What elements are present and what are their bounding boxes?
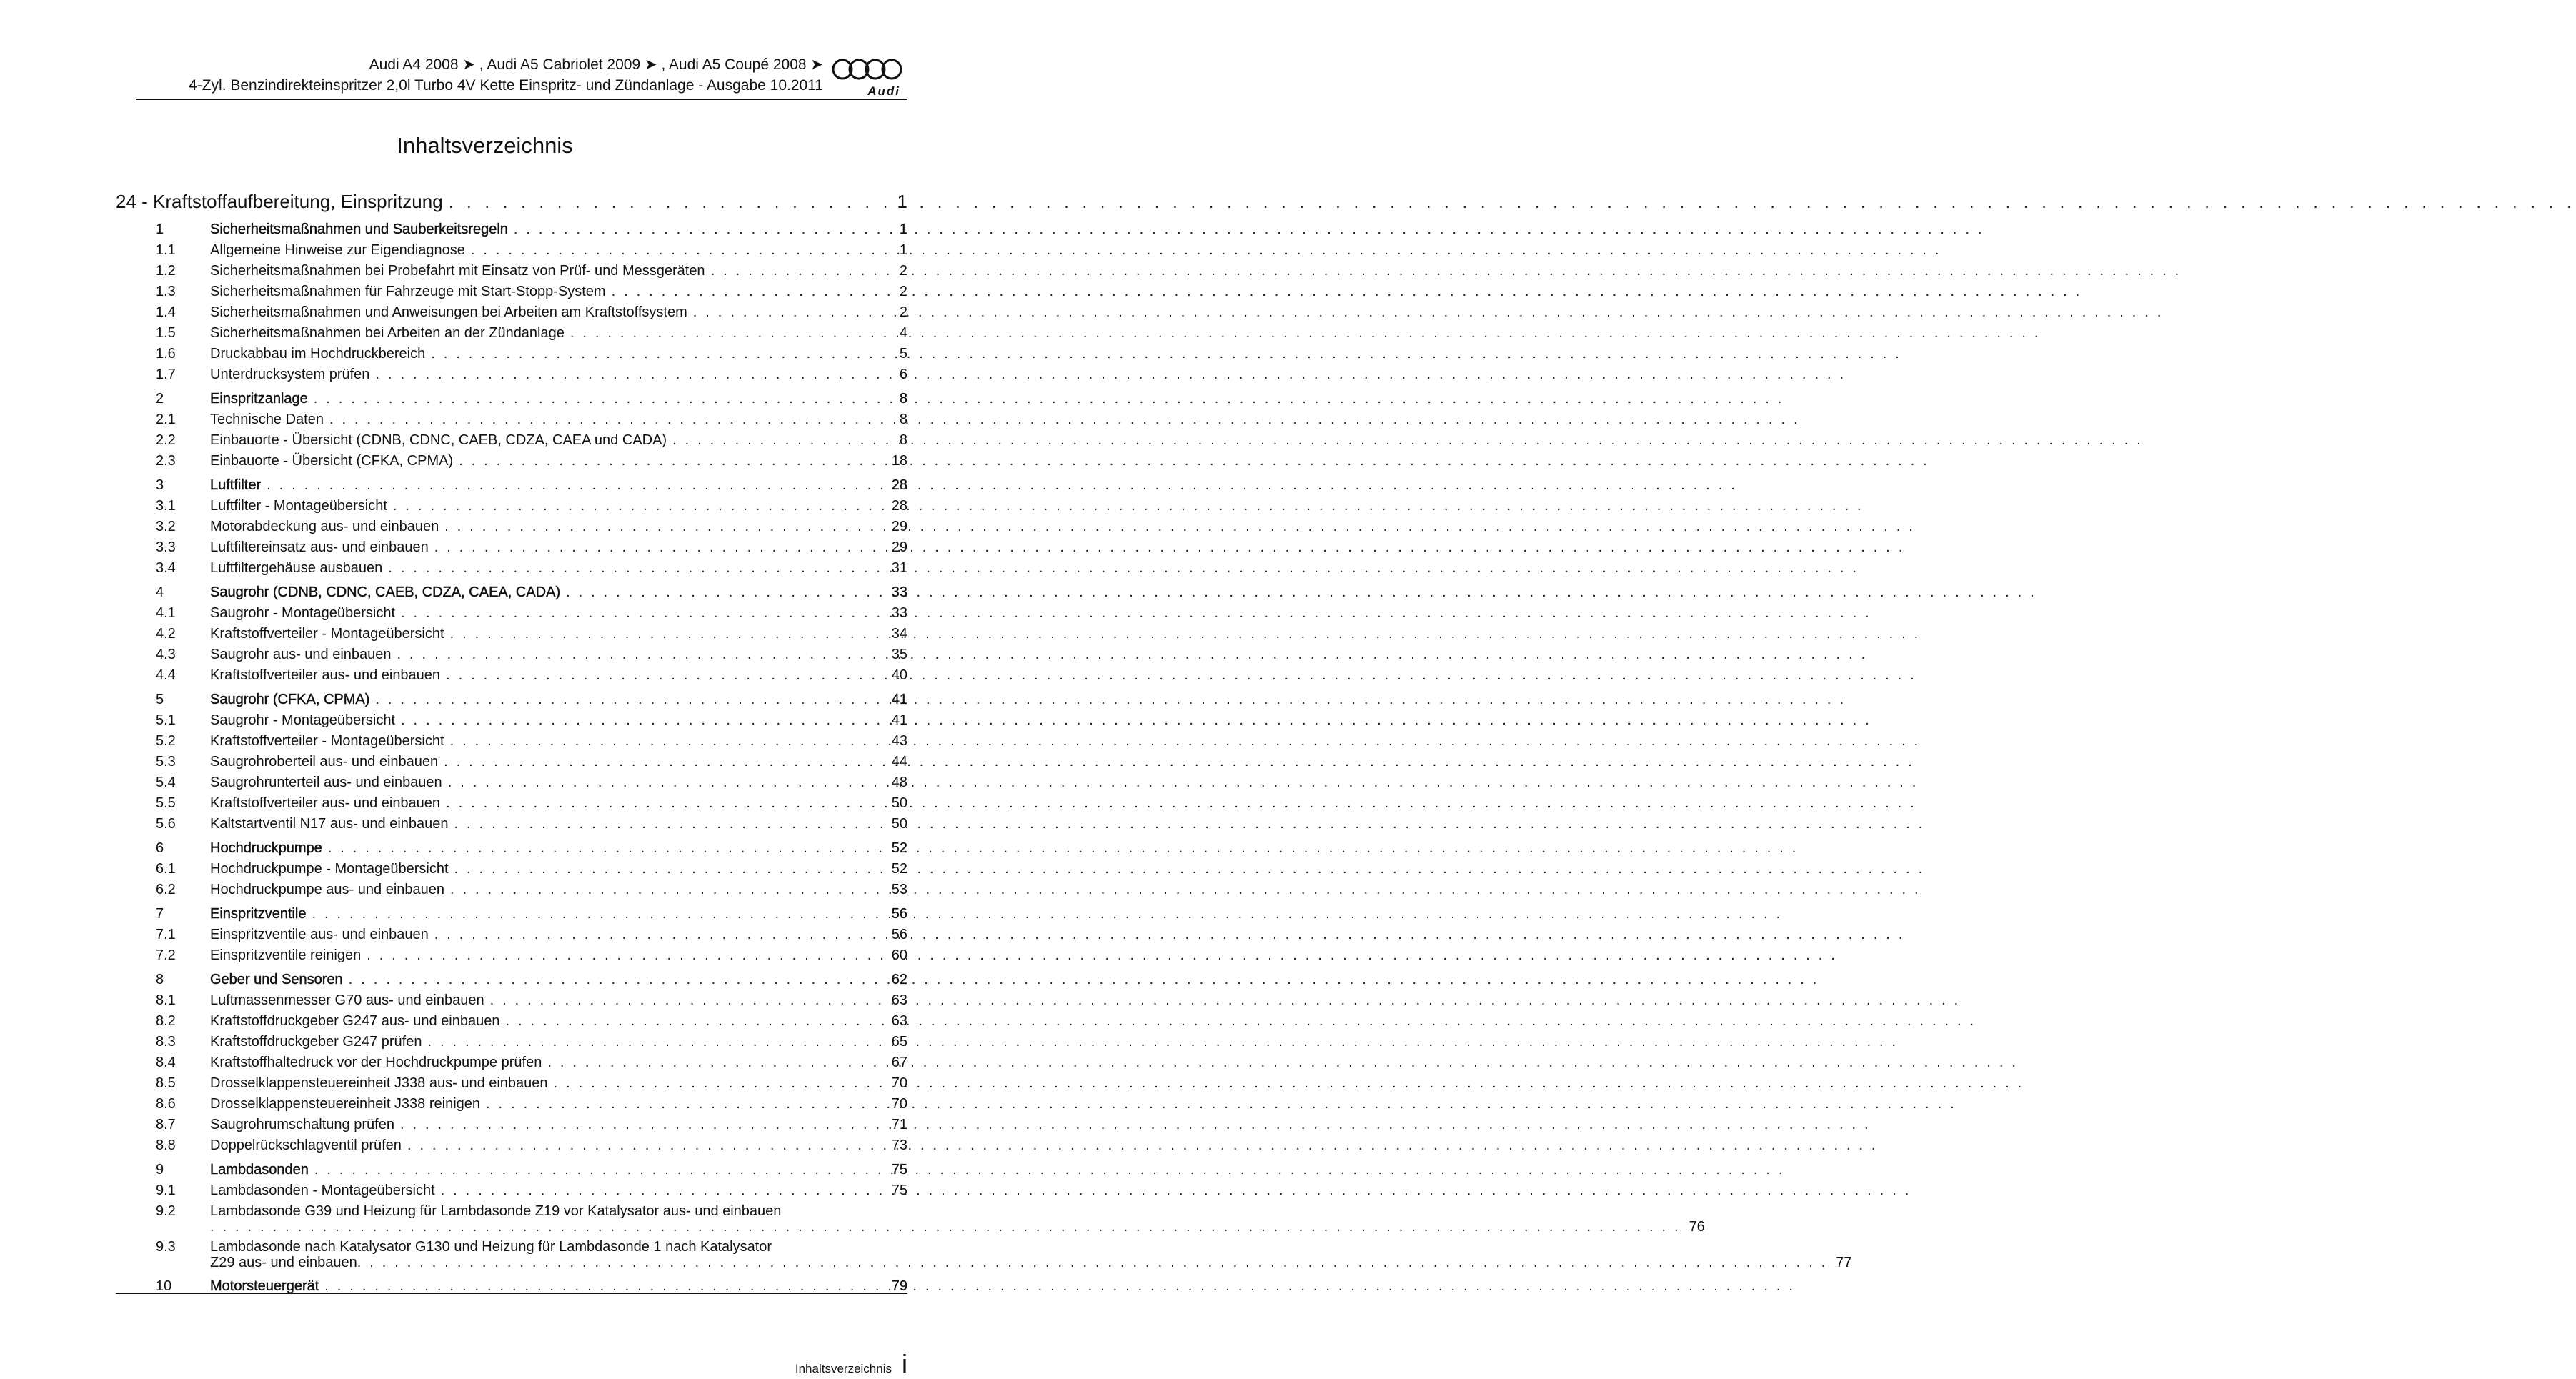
toc-page: 71 [891,1117,907,1132]
toc-number: 5.1 [156,712,176,728]
toc-label: Lambdasonde G39 und Heizung für Lambdasonde Z19 vor Katalysator aus- und einbauen [210,1203,782,1219]
header-engine-info: 4-Zyl. Benzindirekteinspritzer 2,0l Turbo 4V Kette Einspritz- und Zündanlage - Ausgabe 10.2011 [189,77,823,94]
toc-number: 6.2 [156,882,176,897]
toc-leader [441,1180,1911,1201]
toc-section[interactable] [116,970,907,990]
toc-number: 8.7 [156,1117,176,1132]
toc-number: 6 [156,840,164,856]
toc-leader [210,1219,1681,1235]
toc-page: 70 [891,1075,907,1091]
toc-number: 5 [156,692,164,707]
toc-subsection[interactable] [116,793,907,814]
toc-page: 44 [891,754,907,770]
toc-page: 75 [891,1183,907,1198]
toc-leader [314,1160,1785,1180]
toc-number: 5.4 [156,775,176,790]
toc-leader [328,838,1799,859]
toc-subsection[interactable] [116,517,907,537]
toc-number: 1.4 [156,304,176,320]
toc-subsection[interactable] [116,1115,907,1135]
toc-leader [612,282,2082,302]
toc-subsection[interactable] [116,710,907,731]
audi-logo [830,57,907,100]
toc-leader [554,1073,2024,1094]
toc-label: Sicherheitsmaßnahmen für Fahrzeuge mit Start-Stopp-System [210,284,606,299]
toc-page: 53 [891,882,907,897]
toc-chapter-label: 24 - Kraftstoffaufbereitung, Einspritzung [116,191,443,212]
toc-leader [393,496,1864,517]
toc-page: 73 [891,1137,907,1153]
toc-number: 3.3 [156,539,176,555]
toc-subsection[interactable] [116,752,907,772]
toc-label: Saugrohr (CDNB, CDNC, CAEB, CDZA, CAEA, CADA) [210,584,561,600]
toc-page: 4 [899,325,907,341]
toc-number: 8.3 [156,1034,176,1050]
toc-subsection[interactable] [116,430,907,451]
toc-number: 7.1 [156,927,176,942]
toc-page: 70 [891,1096,907,1112]
toc-page: 56 [891,927,907,942]
toc-leader [471,240,1941,261]
toc-leader [505,1011,1976,1032]
toc-leader [367,945,1837,966]
toc-number: 7 [156,906,164,922]
toc-number: 2.1 [156,412,176,427]
toc-leader [375,690,1846,710]
toc-leader [449,189,2576,217]
toc-number: 8.4 [156,1055,176,1070]
toc-label: Luftfiltergehäuse ausbauen [210,560,383,576]
toc-subsection[interactable] [116,537,907,558]
toc-leader [427,1032,1898,1052]
toc-number: 10 [156,1278,172,1294]
toc-label: Lambdasonden [210,1162,309,1178]
toc-subsection[interactable] [116,772,907,793]
toc-label: Geber und Sensoren [210,972,343,987]
toc-number: 8.2 [156,1013,176,1029]
toc-label: Kaltstartventil N17 aus- und einbauen [210,816,449,832]
table-of-contents [116,187,1852,1297]
toc-page: 60 [891,947,907,963]
toc-label: Kraftstoffdruckgeber G247 prüfen [210,1034,422,1050]
toc-leader [329,409,1800,430]
footer-label: Inhaltsverzeichnis [795,1362,892,1375]
toc-label-continued: Z29 aus- und einbauen [210,1255,357,1270]
toc-page: 41 [891,712,907,728]
toc-label: Saugrohr (CFKA, CPMA) [210,692,370,707]
toc-number: 1.5 [156,325,176,341]
toc-leader [314,389,1784,409]
toc-leader [444,752,1914,772]
toc-number: 7.2 [156,947,176,963]
toc-page: 2 [899,304,907,320]
toc-leader [388,558,1859,579]
toc-subsection[interactable] [116,665,907,686]
toc-label: Drosselklappensteuereinheit J338 reinigen [210,1096,481,1112]
toc-number: 9 [156,1162,164,1178]
toc-subsection[interactable] [116,603,907,624]
toc-page: 63 [891,992,907,1008]
toc-subsection[interactable] [116,945,907,966]
toc-section[interactable] [116,389,907,409]
toc-subsection[interactable] [116,323,907,344]
toc-page: 33 [891,605,907,621]
toc-page: 18 [891,453,907,469]
toc-subsection[interactable] [116,364,907,385]
toc-subsection[interactable] [116,1180,907,1201]
toc-page: 2 [899,263,907,279]
toc-label: Kraftstoffverteiler - Montageübersicht [210,733,444,749]
toc-leader [454,859,1925,880]
toc-number: 8.6 [156,1096,176,1112]
audi-rings-icon [830,57,907,81]
audi-wordmark: Audi [867,84,900,98]
toc-page: 50 [891,795,907,811]
toc-number: 9.2 [156,1203,176,1219]
toc-number: 3.1 [156,498,176,514]
toc-subsection[interactable] [116,558,907,579]
toc-label: Luftfilter - Montageübersicht [210,498,387,514]
toc-subsection[interactable] [116,1032,907,1052]
toc-number: 4.4 [156,667,176,683]
toc-leader [312,904,1783,925]
toc-leader [431,344,1901,364]
toc-label: Kraftstoffhaltedruck vor der Hochdruckpumpe prüfen [210,1055,542,1070]
toc-section[interactable] [116,690,907,710]
toc-page: 28 [891,477,907,493]
toc-subsection[interactable] [116,302,907,323]
toc-leader [450,731,1921,752]
toc-leader [514,219,1984,240]
toc-leader [349,970,1819,990]
header-models: Audi A4 2008 ➤ , Audi A5 Cabriolet 2009 ➤ , Audi A5 Coupé 2008 ➤ [369,56,823,73]
toc-chapter[interactable] [116,187,907,216]
toc-subsection[interactable] [116,814,907,835]
toc-page: 48 [891,775,907,790]
toc-label: Drosselklappensteuereinheit J338 aus- und einbauen [210,1075,548,1091]
toc-page: 31 [891,560,907,576]
toc-number: 1.1 [156,242,176,258]
toc-number: 4.2 [156,626,176,642]
toc-page: 75 [891,1162,907,1178]
toc-label: Einspritzventile [210,906,307,922]
toc-section[interactable] [116,1160,907,1180]
toc-label: Lambdasonde nach Katalysator G130 und Heizung für Lambdasonde 1 nach Katalysator [210,1239,772,1255]
toc-page: 65 [891,1034,907,1050]
toc-number: 1.7 [156,367,176,382]
toc-leader [454,814,1925,835]
toc-label: Unterdrucksystem prüfen [210,367,370,382]
toc-leader [400,1115,1871,1135]
toc-subsection[interactable] [116,1135,907,1156]
toc-page: 62 [891,972,907,987]
toc-page: 1 [899,221,907,237]
toc-number: 5.6 [156,816,176,832]
toc-subsection[interactable] [116,644,907,665]
toc-page: 29 [891,539,907,555]
toc-label: Sicherheitsmaßnahmen und Anweisungen bei Arbeiten am Kraftstoffsystem [210,304,687,320]
toc-subsection[interactable] [116,240,907,261]
toc-number: 4 [156,584,164,600]
toc-label: Kraftstoffverteiler aus- und einbauen [210,795,441,811]
toc-label: Saugrohrumschaltung prüfen [210,1117,394,1132]
toc-section[interactable] [116,219,907,240]
toc-leader [547,1052,2018,1073]
toc-label: Doppelrückschlagventil prüfen [210,1137,402,1153]
toc-label: Sicherheitsmaßnahmen bei Probefahrt mit Einsatz von Prüf- und Messgeräten [210,263,705,279]
toc-page: 56 [891,906,907,922]
toc-page: 52 [891,861,907,877]
toc-number: 4.1 [156,605,176,621]
bottom-rule [116,1293,907,1294]
toc-label: Einspritzventile reinigen [210,947,362,963]
toc-number: 3 [156,477,164,493]
toc-number: 3.2 [156,519,176,534]
toc-subsection[interactable] [116,624,907,644]
toc-page: 33 [891,584,907,600]
toc-leader [267,475,1737,496]
toc-leader [357,1255,1828,1270]
toc-number: 2.3 [156,453,176,469]
toc-label: Sicherheitsmaßnahmen bei Arbeiten an der Zündanlage [210,325,565,341]
toc-leader [401,710,1871,731]
toc-label: Hochdruckpumpe [210,840,322,856]
toc-subsection[interactable] [116,451,907,472]
toc-leader [448,772,1919,793]
toc-page: 34 [891,626,907,642]
toc-leader [450,880,1921,900]
toc-leader [407,1135,1878,1156]
toc-leader [446,665,1916,686]
toc-leader [434,925,1905,945]
toc-subsection[interactable] [116,1201,1705,1237]
toc-number: 1.6 [156,346,176,362]
toc-label: Saugrohroberteil aus- und einbauen [210,754,439,770]
toc-page: 43 [891,733,907,749]
toc-subsection[interactable] [116,1052,907,1073]
toc-label: Hochdruckpumpe - Montageübersicht [210,861,449,877]
toc-page: 29 [891,519,907,534]
toc-section[interactable] [116,904,907,925]
toc-number: 8.8 [156,1137,176,1153]
toc-page: 1 [899,242,907,258]
toc-number: 4.3 [156,647,176,662]
toc-label: Technische Daten [210,412,324,427]
header-rule [136,99,907,100]
toc-leader [459,451,1929,472]
toc-number: 1.3 [156,284,176,299]
toc-subsection[interactable] [116,1094,907,1115]
toc-page: 79 [891,1278,907,1294]
toc-page: 67 [891,1055,907,1070]
toc-label: Kraftstoffverteiler - Montageübersicht [210,626,444,642]
toc-leader [375,364,1846,385]
toc-number: 5.5 [156,795,176,811]
toc-leader [711,261,2182,282]
toc-page: 5 [899,346,907,362]
toc-page: 76 [1689,1219,1705,1235]
toc-leader [401,603,1871,624]
toc-number: 2.2 [156,432,176,448]
toc-number: 8.1 [156,992,176,1008]
toc-leader [444,517,1915,537]
toc-number: 5.2 [156,733,176,749]
toc-subsection[interactable] [116,880,907,900]
toc-page: 8 [899,391,907,407]
toc-page: 2 [899,284,907,299]
toc-label: Motorabdeckung aus- und einbauen [210,519,439,534]
toc-number: 8 [156,972,164,987]
toc-label: Luftfiltereinsatz aus- und einbauen [210,539,429,555]
toc-leader [693,302,2164,323]
toc-label: Luftmassenmesser G70 aus- und einbauen [210,992,484,1008]
toc-subsection[interactable] [116,282,907,302]
toc-page: 28 [891,498,907,514]
toc-label: Einbauorte - Übersicht (CFKA, CPMA) [210,453,454,469]
toc-number: 5.3 [156,754,176,770]
toc-label: Saugrohr aus- und einbauen [210,647,392,662]
toc-page: 6 [899,367,907,382]
toc-subsection[interactable] [116,261,907,282]
toc-leader [446,793,1916,814]
toc-leader [397,644,1868,665]
toc-subsection[interactable] [116,409,907,430]
toc-label: Einspritzventile aus- und einbauen [210,927,429,942]
footer-page-number: i [902,1349,907,1378]
toc-subsection[interactable] [116,925,907,945]
toc-leader [450,624,1921,644]
toc-section[interactable] [116,475,907,496]
toc-subsection[interactable] [116,731,907,752]
toc-number: 1.2 [156,263,176,279]
toc-leader [570,323,2041,344]
toc-leader [434,537,1905,558]
toc-leader [566,582,2037,603]
toc-subsection[interactable] [116,1073,907,1094]
toc-subsection[interactable] [116,990,907,1011]
toc-page: 40 [891,667,907,683]
toc-number: 8.5 [156,1075,176,1091]
toc-label: Einspritzanlage [210,391,308,407]
toc-page: 35 [891,647,907,662]
toc-label: Allgemeine Hinweise zur Eigendiagnose [210,242,465,258]
toc-chapter-page: 1 [897,191,907,212]
toc-label: Kraftstoffdruckgeber G247 aus- und einbauen [210,1013,500,1029]
toc-page: 8 [899,432,907,448]
toc-label: Saugrohrunterteil aus- und einbauen [210,775,442,790]
toc-page: 63 [891,1013,907,1029]
toc-leader [486,1094,1956,1115]
toc-label: Saugrohr - Montageübersicht [210,712,396,728]
page-title: Inhaltsverzeichnis [397,133,573,158]
toc-section[interactable] [116,838,907,859]
toc-label: Druckabbau im Hochdruckbereich [210,346,426,362]
toc-page: 52 [891,840,907,856]
toc-label: Luftfilter [210,477,262,493]
toc-subsection[interactable] [116,1237,1852,1273]
toc-label: Saugrohr - Montageübersicht [210,605,396,621]
toc-number: 6.1 [156,861,176,877]
toc-label: Einbauorte - Übersicht (CDNB, CDNC, CAEB, CDZA, CAEA und CADA) [210,432,667,448]
toc-page: 50 [891,816,907,832]
toc-subsection[interactable] [116,344,907,364]
toc-number: 1 [156,221,164,237]
toc-label: Kraftstoffverteiler aus- und einbauen [210,667,441,683]
toc-subsection[interactable] [116,496,907,517]
toc-number: 3.4 [156,560,176,576]
toc-page: 41 [891,692,907,707]
toc-number: 9.3 [156,1239,176,1255]
toc-number: 2 [156,391,164,407]
toc-subsection[interactable] [116,859,907,880]
toc-label: Motorsteuergerät [210,1278,319,1294]
toc-subsection[interactable] [116,1011,907,1032]
toc-section[interactable] [116,582,907,603]
toc-label: Sicherheitsmaßnahmen und Sauberkeitsregeln [210,221,508,237]
toc-page: 8 [899,412,907,427]
page-footer [795,1349,907,1379]
toc-page: 77 [1836,1255,1852,1270]
toc-label: Hochdruckpumpe aus- und einbauen [210,882,444,897]
toc-leader [490,990,1961,1011]
toc-number: 9.1 [156,1183,176,1198]
toc-label: Lambdasonden - Montageübersicht [210,1183,435,1198]
